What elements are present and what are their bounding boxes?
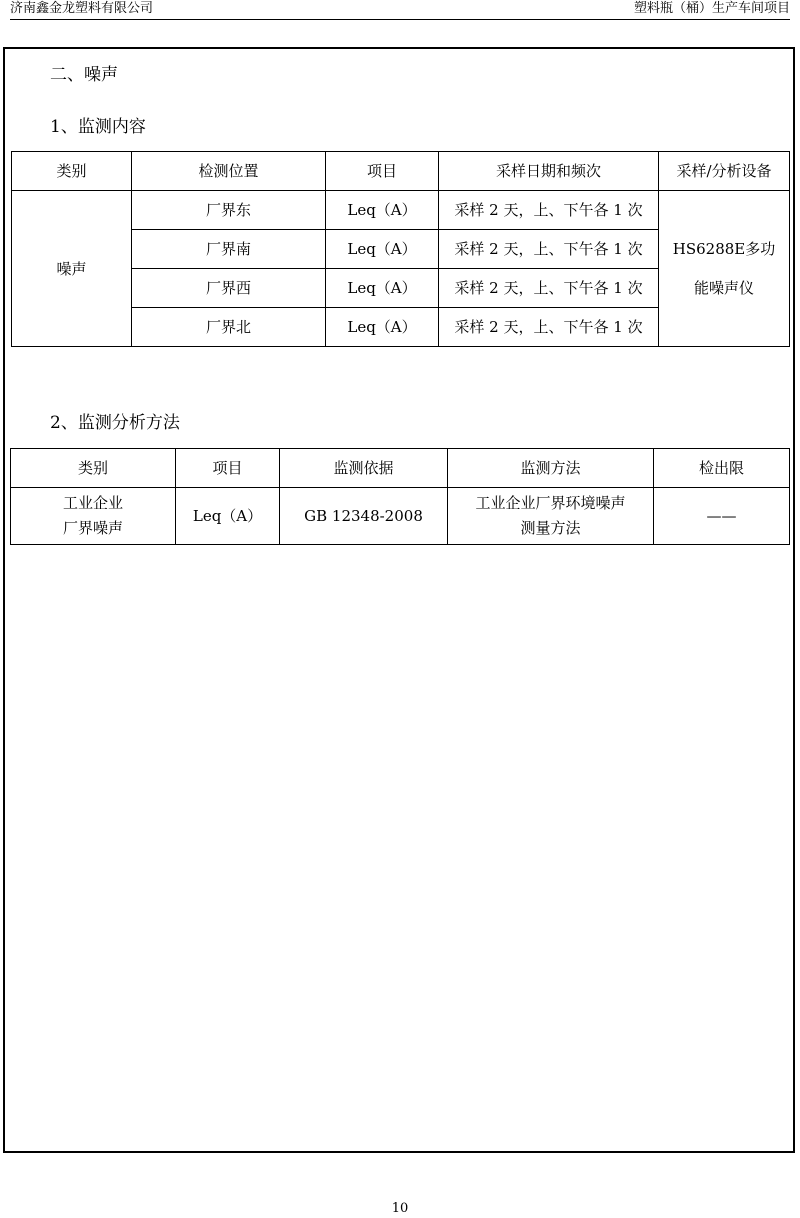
frequency-cell: 采样 2 天，上、下午各 1 次 (439, 230, 659, 269)
position-cell: 厂界西 (132, 269, 326, 308)
col-header-method: 监测方法 (448, 449, 654, 488)
col-header-item: 项目 (176, 449, 280, 488)
category-cell (11, 488, 176, 545)
analysis-method-table (10, 448, 790, 545)
header-project: 塑料瓶（桶）生产车间项目 (633, 1, 790, 16)
position-cell: 厂界东 (132, 191, 326, 230)
section-title: 二、噪声 (50, 65, 118, 85)
col-header-category: 类别 (12, 152, 132, 191)
col-header-item: 项目 (326, 152, 439, 191)
category-line1: 工业企业 (62, 494, 123, 512)
page-number: 10 (391, 1201, 409, 1216)
equipment-line2: 能噪声仪 (693, 278, 754, 297)
header-rule (10, 19, 790, 20)
col-header-limit: 检出限 (654, 449, 790, 488)
frequency-cell: 采样 2 天，上、下午各 1 次 (439, 308, 659, 347)
table-row (12, 191, 790, 230)
header-company: 济南鑫金龙塑料有限公司 (10, 1, 154, 16)
col-header-equipment: 采样/分析设备 (659, 152, 790, 191)
equipment-line1: HS6288E多功 (672, 239, 776, 258)
method-line1: 工业企业厂界环境噪声 (475, 494, 626, 512)
frequency-cell: 采样 2 天，上、下午各 1 次 (439, 191, 659, 230)
position-cell: 厂界北 (132, 308, 326, 347)
item-cell: Leq（A） (176, 488, 280, 545)
item-cell: Leq（A） (326, 230, 439, 269)
item-cell: Leq（A） (326, 308, 439, 347)
monitoring-content-table (11, 151, 790, 347)
col-header-category: 类别 (11, 449, 176, 488)
table-row (11, 488, 790, 545)
method-cell (448, 488, 654, 545)
table-header-row (11, 449, 790, 488)
frequency-cell: 采样 2 天，上、下午各 1 次 (439, 269, 659, 308)
col-header-basis: 监测依据 (280, 449, 448, 488)
method-line2: 测量方法 (520, 519, 581, 537)
limit-cell: —— (654, 488, 790, 545)
table-header-row (12, 152, 790, 191)
part2-title: 2、监测分析方法 (50, 413, 180, 433)
item-cell: Leq（A） (326, 269, 439, 308)
item-cell: Leq（A） (326, 191, 439, 230)
category-line2: 厂界噪声 (62, 519, 123, 537)
page-header (0, 0, 800, 18)
col-header-position: 检测位置 (132, 152, 326, 191)
equipment-cell (659, 191, 790, 347)
position-cell: 厂界南 (132, 230, 326, 269)
col-header-frequency: 采样日期和频次 (439, 152, 659, 191)
basis-cell: GB 12348-2008 (280, 488, 448, 545)
part1-title: 1、监测内容 (50, 117, 146, 137)
category-cell: 噪声 (12, 191, 132, 347)
